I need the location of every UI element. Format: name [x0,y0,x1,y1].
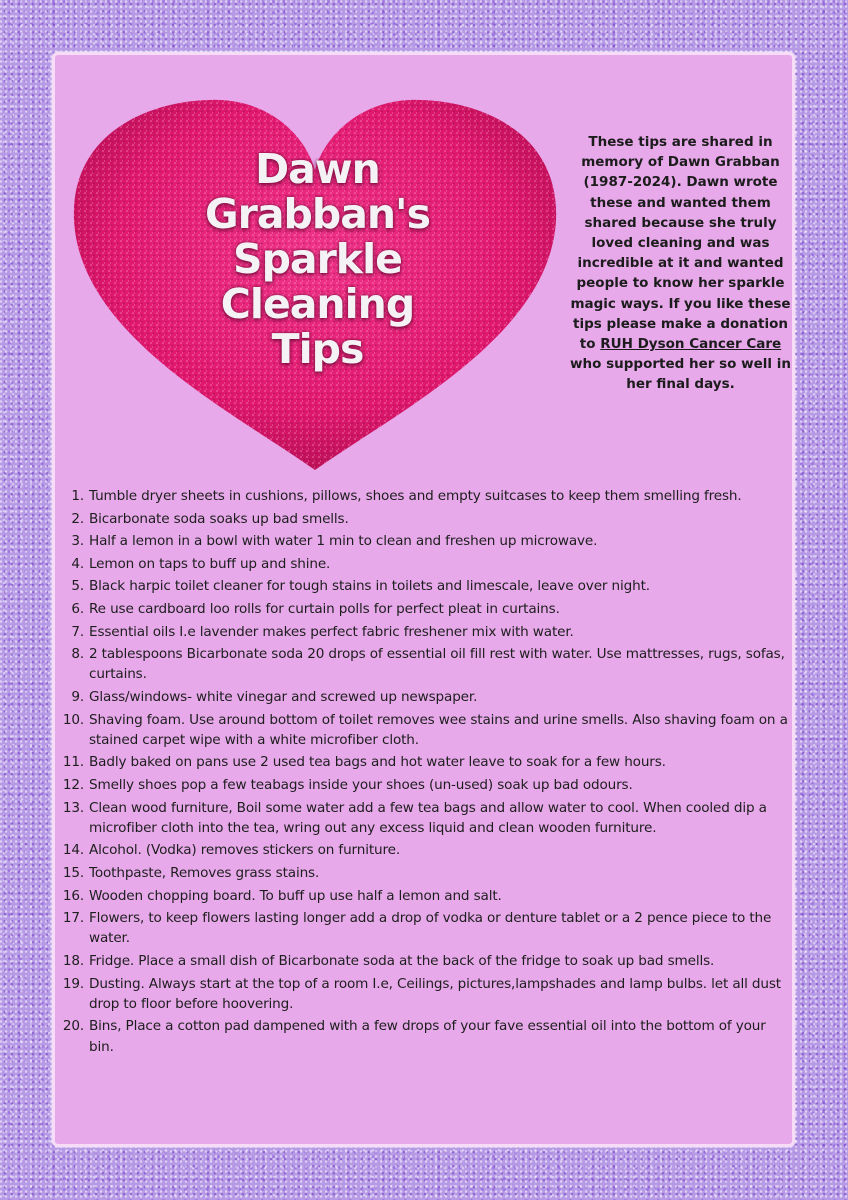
item-number: 2. [71,510,84,527]
list-item [62,908,792,948]
item-number: 5. [71,578,84,595]
page-title [170,147,465,372]
title-line: Cleaning [220,280,415,328]
memorial-text [568,132,793,395]
list-item [62,486,792,506]
item-number: 11. [62,754,84,771]
memorial-body: These tips are shared in memory of Dawn Grabban (1987-2024). Dawn wrote these and wanted them shared because she truly loved cleaning and was incredible at it and wanted people to know her sparkle magic ways. If you like these tips please make a donation to [570,134,791,353]
item-number: 20. [62,1018,84,1035]
item-text: Shaving foam. Use around bottom of toilet removes wee stains and urine smells. Also shaving foam on a stained carpet wipe with a white microfiber cloth. [89,711,788,748]
item-text: Bins, Place a cotton pad dampened with a few drops of your fave essential oil into the bottom of your bin. [89,1018,766,1055]
item-text: Half a lemon in a bowl with water 1 min to clean and freshen up microwave. [89,533,598,550]
item-number: 19. [62,975,84,992]
item-text: Lemon on taps to buff up and shine. [89,555,331,572]
list-item [62,576,792,596]
list-item [62,775,792,795]
list-item [62,951,792,971]
item-text: 2 tablespoons Bicarbonate soda 20 drops of essential oil fill rest with water. Use mattresses, rugs, sofas, curtains. [89,646,785,683]
list-item [62,798,792,838]
list-item [62,1016,792,1056]
item-number: 12. [62,776,84,793]
list-item [62,622,792,642]
title-line: Sparkle [233,235,402,283]
item-text: Re use cardboard loo rolls for curtain polls for perfect pleat in curtains. [89,600,560,617]
list-item [62,599,792,619]
item-text: Glass/windows- white vinegar and screwed up newspaper. [89,688,478,705]
item-number: 17. [62,910,84,927]
title-heart [60,90,570,475]
item-text: Toothpaste, Removes grass stains. [89,864,320,881]
item-number: 4. [71,555,84,572]
item-text: Flowers, to keep flowers lasting longer add a drop of vodka or denture tablet or a 2 pence piece to the water. [89,910,772,947]
list-item [62,863,792,883]
list-item [62,710,792,750]
item-number: 14. [62,842,84,859]
item-number: 18. [62,952,84,969]
donation-link[interactable]: RUH Dyson Cancer Care [600,336,782,353]
item-text: Tumble dryer sheets in cushions, pillows, shoes and empty suitcases to keep them smelling fresh. [89,488,742,504]
item-text: Alcohol. (Vodka) removes stickers on furniture. [89,842,400,859]
list-item [62,644,792,684]
item-text: Clean wood furniture, Boil some water add a few tea bags and allow water to cool. When cooled dip a microfiber cloth into the tea, wring out any excess liquid and clean wooden furniture. [89,799,767,836]
title-line: Dawn [255,145,380,193]
list-item [62,687,792,707]
item-number: 10. [62,711,84,728]
item-text: Black harpic toilet cleaner for tough stains in toilets and limescale, leave over night. [89,578,650,595]
item-text: Fridge. Place a small dish of Bicarbonate soda at the back of the fridge to soak up bad smells. [89,952,715,969]
list-item [62,752,792,772]
item-text: Dusting. Always start at the top of a room I.e, Ceilings, pictures,lampshades and lamp bulbs. let all dust drop to floor before hoovering. [89,975,781,1012]
item-number: 3. [71,533,84,550]
item-number: 6. [71,600,84,617]
title-line: Tips [271,325,364,373]
item-text: Wooden chopping board. To buff up use half a lemon and salt. [89,887,502,904]
item-text: Bicarbonate soda soaks up bad smells. [89,510,349,527]
title-line: Grabban's [204,190,431,238]
item-text: Badly baked on pans use 2 used tea bags and hot water leave to soak for a few hours. [89,754,666,771]
item-number: 16. [62,887,84,904]
tips-list [62,486,792,1059]
list-item [62,974,792,1014]
memorial-closing: who supported her so well in her final days. [570,356,791,393]
item-number: 8. [71,646,84,663]
item-number: 15. [62,864,84,881]
list-item [62,554,792,574]
list-item [62,840,792,860]
item-text: Smelly shoes pop a few teabags inside your shoes (un-used) soak up bad odours. [89,776,633,793]
item-text: Essential oils I.e lavender makes perfect fabric freshener mix with water. [89,623,574,640]
item-number: 13. [62,799,84,816]
list-item [62,531,792,551]
list-item [62,886,792,906]
item-number: 1. [71,488,84,504]
list-item [62,509,792,529]
item-number: 7. [71,623,84,640]
item-number: 9. [71,688,84,705]
